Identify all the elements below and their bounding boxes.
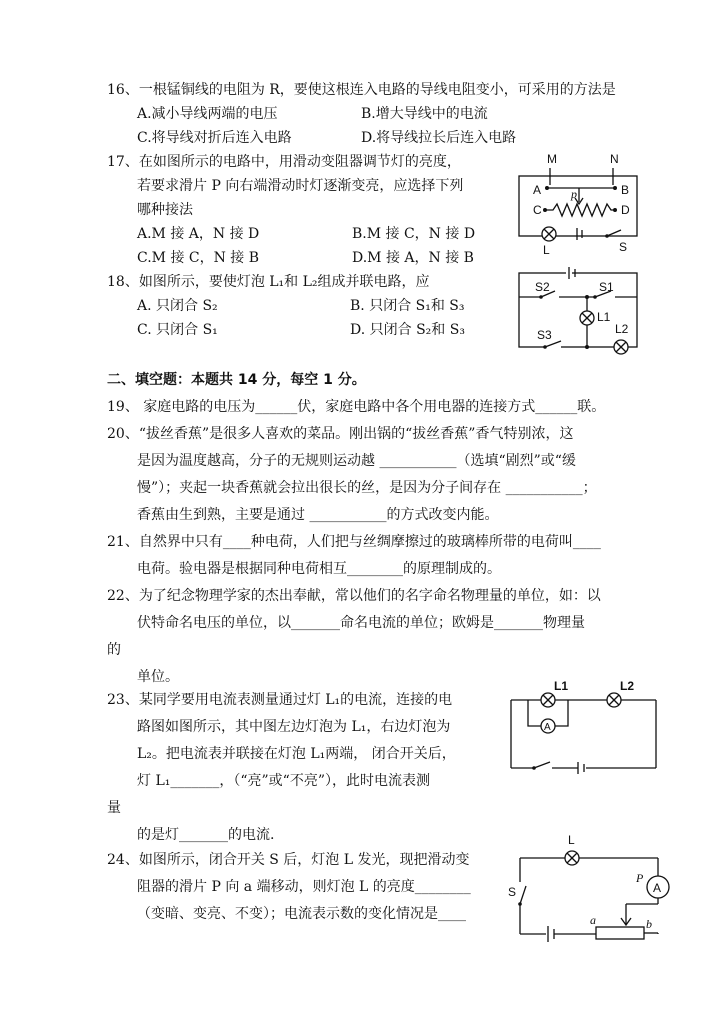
q18-option-d: D. 只闭合 S₂和 S₃ bbox=[350, 322, 465, 338]
q21-line2: 电荷。验电器是根据同种电荷相互________的原理制成的。 bbox=[137, 561, 501, 577]
q18-option-b: B. 只闭合 S₁和 S₃ bbox=[350, 298, 465, 314]
q17-label-a: A bbox=[533, 183, 542, 197]
q23-label-l1: L1 bbox=[554, 679, 569, 693]
q20-line4: 香蕉由生到熟，主要是通过 ___________的方式改变内能。 bbox=[137, 507, 499, 523]
q18-option-c: C. 只闭合 S₁ bbox=[137, 322, 218, 338]
q17-label-p: p bbox=[571, 187, 577, 201]
q17-line1: 17、在如图所示的电路中，用滑动变阻器调节灯的亮度， bbox=[107, 154, 461, 170]
q17-circuit-diagram bbox=[515, 150, 650, 255]
q22-line4: 单位。 bbox=[137, 669, 179, 685]
q22-line3: 的 bbox=[107, 642, 121, 658]
q18-label-l1: L1 bbox=[597, 310, 611, 324]
q18-label-s2: S2 bbox=[535, 280, 550, 294]
q24-circuit-diagram bbox=[508, 830, 668, 948]
q17-label-s: S bbox=[619, 240, 628, 254]
q17-option-d: D.M 接 A，N 接 B bbox=[352, 250, 474, 266]
q22-line1: 22、为了纪念物理学家的杰出奉献，常以他们的名字命名物理量的单位，如：以 bbox=[107, 588, 601, 604]
q24-label-b: b bbox=[646, 917, 652, 931]
q19-text: 19、 家庭电路的电压为______伏，家庭电路中各个用电器的连接方式______联。 bbox=[107, 399, 606, 415]
q24-label-a: a bbox=[590, 913, 596, 927]
q18-label-s1: S1 bbox=[599, 280, 614, 294]
q17-option-c: C.M 接 C，N 接 B bbox=[137, 250, 260, 266]
q16-option-b: B.增大导线中的电流 bbox=[361, 106, 488, 122]
q20-line2: 是因为温度越高，分子的无规则运动越 ___________（选填“剧烈”或“缓 bbox=[137, 453, 576, 469]
q20-line1: 20、“拔丝香蕉”是很多人喜欢的菜品。刚出锅的“拔丝香蕉”香气特别浓，这 bbox=[107, 426, 574, 442]
q16-option-c: C.将导线对折后连入电路 bbox=[137, 130, 292, 146]
q17-label-c: C bbox=[533, 203, 542, 217]
q17-label-d: D bbox=[621, 203, 630, 217]
q17-line2: 若要求滑片 P 向右端滑动时灯逐渐变亮，应选择下列 bbox=[137, 178, 464, 194]
q23-label-l2: L2 bbox=[620, 679, 635, 693]
q22-line2: 伏特命名电压的单位，以_______命名电流的单位；欧姆是_______物理量 bbox=[137, 615, 585, 631]
q16-option-a: A.减小导线两端的电压 bbox=[137, 106, 278, 122]
q23-circuit-diagram bbox=[508, 678, 663, 778]
q20-line3: 慢”）；夹起一块香蕉就会拉出很长的丝，是因为分子间存在 ___________； bbox=[137, 480, 597, 496]
q23-line6: 的是灯_______的电流. bbox=[137, 827, 275, 843]
section-2-heading: 二、填空题：本题共 14 分，每空 1 分。 bbox=[107, 372, 366, 388]
q23-line3: L₂。把电流表并联接在灯泡 L₁两端， 闭合开关后， bbox=[137, 746, 456, 762]
q24-ammeter-label: A bbox=[653, 881, 662, 895]
q21-line1: 21、自然界中只有____种电荷，人们把与丝绸摩擦过的玻璃棒所带的电荷叫____ bbox=[107, 534, 601, 550]
q24-label-p: P bbox=[636, 871, 644, 885]
q23-line1: 23、某同学要用电流表测量通过灯 L₁的电流，连接的电 bbox=[107, 692, 453, 708]
q23-line2: 路图如图所示，其中图左边灯泡为 L₁，右边灯泡为 bbox=[137, 719, 451, 735]
q18-stem: 18、如图所示，要使灯泡 L₁和 L₂组成并联电路，应 bbox=[107, 274, 430, 290]
q24-line2: 阻器的滑片 P 向 a 端移动，则灯泡 L 的亮度________ bbox=[137, 879, 471, 895]
q23-ammeter-label: A bbox=[544, 722, 551, 733]
q17-label-m: M bbox=[547, 152, 557, 166]
q18-label-l2: L2 bbox=[615, 322, 629, 336]
q17-line3: 哪种接法 bbox=[137, 202, 193, 218]
q24-label-s: S bbox=[508, 885, 517, 899]
q17-option-a: A.M 接 A，N 接 D bbox=[137, 226, 260, 242]
q17-label-b: B bbox=[621, 183, 630, 197]
q18-option-a: A. 只闭合 S₂ bbox=[137, 298, 218, 314]
q17-label-l: L bbox=[543, 243, 550, 257]
q23-line4: 灯 L₁_______，（“亮”或“不亮”），此时电流表测 bbox=[137, 773, 430, 789]
q18-label-s3: S3 bbox=[537, 328, 552, 342]
q24-label-l: L bbox=[568, 833, 575, 847]
q16-option-d: D.将导线拉长后连入电路 bbox=[361, 130, 517, 146]
q23-line5: 量 bbox=[107, 800, 121, 816]
q16-stem: 16、一根锰铜线的电阻为 R，要使这根连入电路的导线电阻变小，可采用的方法是 bbox=[107, 82, 616, 98]
q17-label-n: N bbox=[610, 152, 619, 166]
q17-option-b: B.M 接 C，N 接 D bbox=[352, 226, 476, 242]
q18-circuit-diagram bbox=[515, 263, 645, 353]
q24-line1: 24、如图所示，闭合开关 S 后，灯泡 L 发光，现把滑动变 bbox=[107, 852, 470, 868]
q24-line3: （变暗、变亮、不变）；电流表示数的变化情况是____ bbox=[137, 906, 466, 922]
